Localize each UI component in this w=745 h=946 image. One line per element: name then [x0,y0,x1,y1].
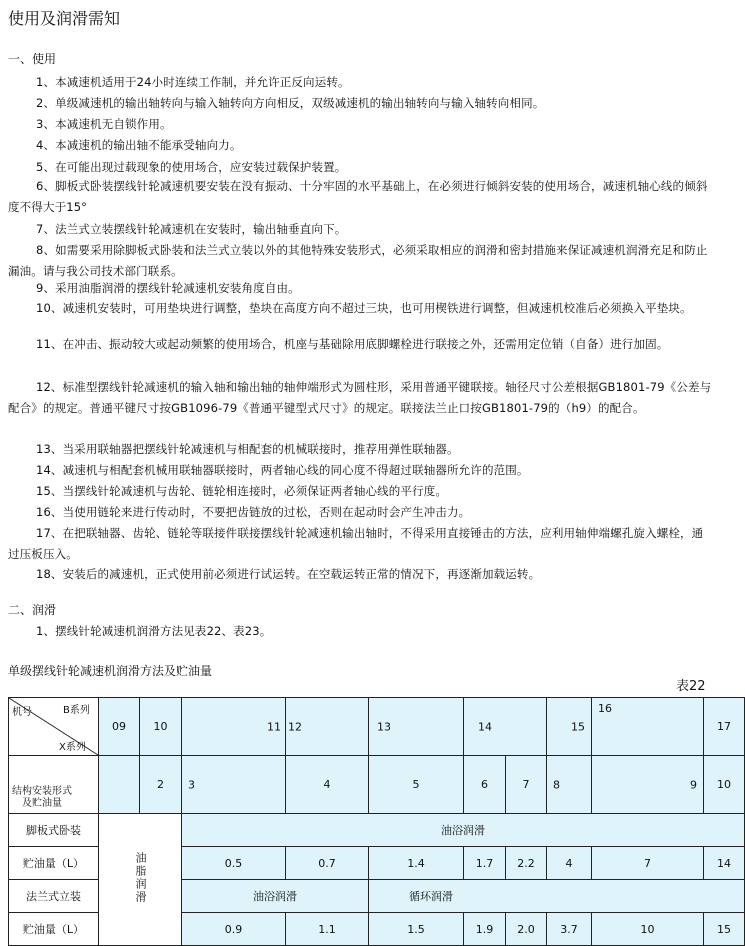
row-label-oil-2: 贮油量（L） [9,913,99,946]
flange-oil-bath: 油浴润滑 [182,880,369,913]
b-cell: 09 [99,698,140,756]
usage-item: 6、脚板式卧装摆线针轮减速机要安装在没有振动、十分牢固的水平基础上，在必须进行倾斜安装的使用场合，减速机轴心线的倾斜度不得大于15° [8,179,708,214]
usage-item: 10、减速机安装时，可用垫块进行调整，垫块在高度方向不超过三块，也可用楔铁进行调整，但减速机校准后必须换入平垫块。 [36,301,692,315]
lubrication-table [8,697,745,946]
usage-item: 1、本减速机适用于24小时连续工作制，并允许正反向运转。 [36,75,350,89]
usage-item: 3、本减速机无自锁作用。 [36,117,172,131]
flange-oil-cell: 1.9 [464,913,506,946]
foot-oil-cell: 1.7 [464,847,506,880]
foot-oil-cell: 1.4 [369,847,464,880]
flange-oil-cell: 2.0 [506,913,547,946]
flange-oil-cell: 1.5 [369,913,464,946]
x-cell: 10 [704,756,745,814]
flange-circulation: 循环润滑 [369,880,745,913]
row-label-oil: 贮油量（L） [9,847,99,880]
b-cell: 13 [369,698,464,756]
usage-item: 15、当摆线针轮减速机与齿轮、链轮相连接时，必须保证两者轴心线的平行度。 [36,484,448,498]
foot-oil-cell: 4 [547,847,592,880]
lubrication-item: 1、摆线针轮减速机润滑方法见表22、表23。 [36,624,272,638]
x-cell: 6 [464,756,506,814]
usage-item: 2、单级减速机的输出轴转向与输入轴转向方向相反，双级减速机的输出轴转向与输入轴转向相同。 [36,96,545,110]
b-cell: 14 [464,698,547,756]
section-heading-usage: 一、使用 [8,52,57,66]
flange-oil-cell: 1.1 [286,913,369,946]
x-cell [99,756,140,814]
header-diagonal-cell [9,698,99,756]
usage-item: 16、当使用链轮来进行传动时，不要把齿链放的过松，否则在起动时会产生冲击力。 [36,505,471,519]
header-jihao: 机号 [12,707,32,718]
x-cell: 8 [547,756,592,814]
usage-item: 13、当采用联轴器把摆线针轮减速机与相配套的机械联接时，推荐用弹性联轴器。 [36,442,459,456]
flange-oil-cell: 3.7 [547,913,592,946]
usage-item: 18、安装后的减速机，正式使用前必须进行试运转。在空载运转正常的情况下，再逐渐加载运转。 [36,567,541,581]
section-heading-lubrication: 二、润滑 [8,603,57,617]
foot-oil-cell: 0.7 [286,847,369,880]
b-cell: 16 [592,698,704,756]
foot-oil-cell: 0.5 [182,847,286,880]
flange-oil-cell: 15 [704,913,745,946]
b-cell: 10 [140,698,182,756]
x-cell: 2 [140,756,182,814]
x-cell: 3 [182,756,286,814]
b-cell: 17 [704,698,745,756]
usage-item: 17、在把联轴器、齿轮、链轮等联接件联接摆线针轮减速机输出轴时，不得采用直接锤击的方法，应利用轴伸端螺孔旋入螺栓，通过压板压入。 [8,526,704,561]
foot-oil-cell: 2.2 [506,847,547,880]
b-cell: 15 [547,698,592,756]
usage-item: 7、法兰式立装摆线针轮减速机在安装时，输出轴垂直向下。 [36,222,347,236]
x-cell: 4 [286,756,369,814]
x-cell: 5 [369,756,464,814]
page-title: 使用及润滑需知 [8,9,121,28]
row-label-foot: 脚板式卧装 [9,814,99,847]
usage-item: 8、如需要采用除脚板式卧装和法兰式立装以外的其他特殊安装形式，必须采取相应的润滑和密封措施来保证减速机润滑充足和防止漏油。请与我公司技术部门联系。 [8,243,708,278]
usage-item: 11、在冲击、振动较大或起动频繁的使用场合，机座与基础除用底脚螺栓进行联接之外，还需用定位销（自备）进行加固。 [36,337,669,351]
foot-oil-cell: 14 [704,847,745,880]
flange-oil-cell: 10 [592,913,704,946]
b-cell: 11 [182,698,286,756]
usage-item: 14、减速机与相配套机械用联轴器联接时，两者轴心线的同心度不得超过联轴器所允许的范围。 [36,463,529,477]
x-cell: 7 [506,756,547,814]
header-x-series: X系列 [59,742,86,753]
table-number: 表22 [676,679,706,694]
header-b-series: B系列 [63,705,90,716]
usage-item: 9、采用油脂润滑的摆线针轮减速机安装角度自由。 [36,281,300,295]
foot-oil-cell: 7 [592,847,704,880]
row-label-flange: 法兰式立装 [9,880,99,913]
flange-oil-cell: 0.9 [182,913,286,946]
table-caption: 单级摆线针轮减速机润滑方法及贮油量 [8,664,213,678]
header-struct: 结构安装形式 及贮油量 [12,786,72,809]
x-cell: 9 [592,756,704,814]
usage-item: 12、标准型摆线针轮减速机的输入轴和输出轴的轴伸端形式为圆柱形，采用普通平键联接。轴径尺寸公差根据GB1801-79《公差与配合》的规定。普通平键尺寸按GB1096-79《普通平键型式尺寸》的规定。联接法兰止口按GB1801-79的（h9）的配合。 [8,380,712,415]
usage-item: 5、在可能出现过载现象的使用场合，应安装过载保护装置。 [36,160,347,174]
header-struct-cell [9,756,99,814]
b-cell: 12 [286,698,369,756]
usage-item: 4、本减速机的输出轴不能承受轴向力。 [36,138,242,152]
grease-cell: 油脂润滑 [99,814,182,946]
foot-oil-bath: 油浴润滑 [182,814,745,847]
